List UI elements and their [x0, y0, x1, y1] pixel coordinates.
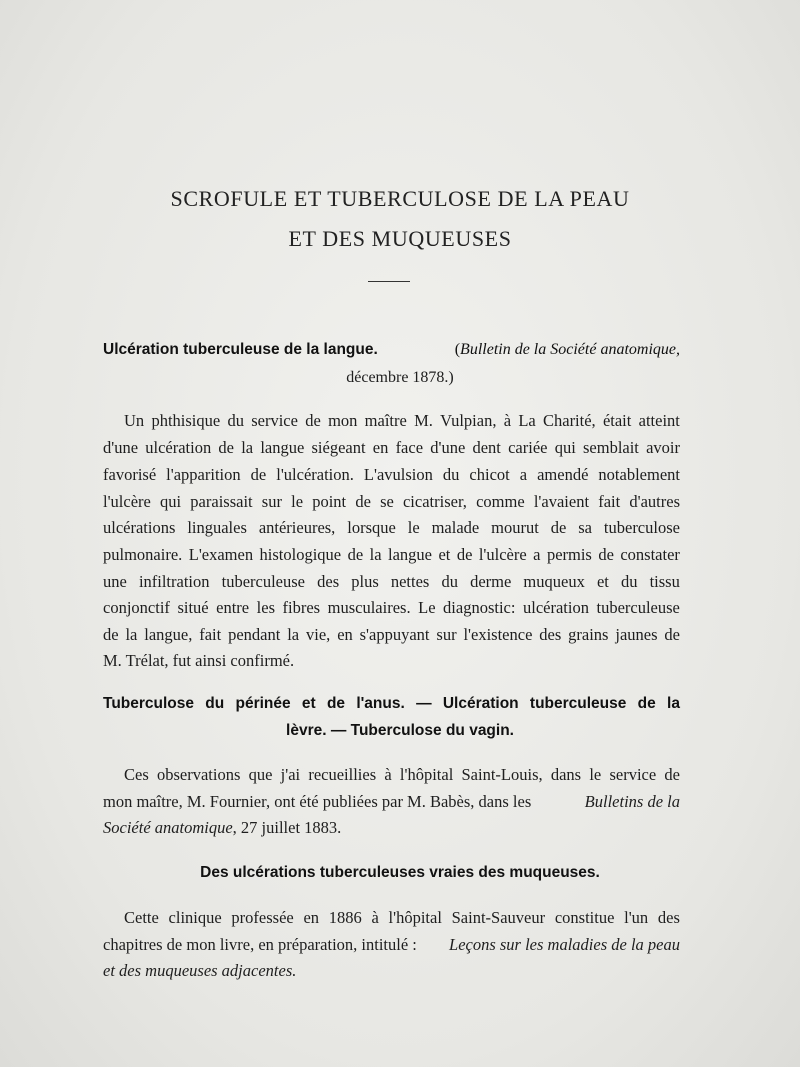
word: entre: [216, 598, 250, 617]
word: l'ulcération.: [276, 465, 354, 484]
word: pulmonaire.: [103, 545, 183, 564]
word: d'une: [430, 438, 466, 457]
section-2-line-2-italic: Bulletins de la: [584, 792, 680, 811]
section-1-line-10: M. Trélat, fut ainsi confirmé.: [103, 651, 295, 670]
word: le: [589, 765, 602, 784]
section-3-line-3: [103, 961, 296, 981]
word: plus: [351, 572, 379, 591]
word: linguales: [187, 518, 247, 537]
word: favorisé: [103, 465, 157, 484]
section-1-line-8: [103, 598, 680, 618]
section-2-heading-line-2: lèvre. — Tuberculose du vagin.: [286, 722, 514, 739]
word: constitue: [554, 908, 615, 927]
word: la: [287, 625, 300, 644]
section-3-heading: Des ulcérations tuberculeuses vraies des muqueuses.: [200, 864, 600, 881]
word: l'apparition: [166, 465, 241, 484]
word: en: [372, 438, 389, 457]
word: de: [347, 545, 364, 564]
word: Le: [418, 598, 436, 617]
word: tuberculeuse: [596, 598, 680, 617]
word: constater: [620, 545, 680, 564]
word: de: [664, 765, 680, 784]
word: vie,: [306, 625, 331, 644]
word: chicot: [469, 465, 510, 484]
word: nettes: [390, 572, 430, 591]
word: du: [205, 695, 225, 712]
section-1-heading-row: [103, 341, 680, 359]
word: amendé: [537, 465, 589, 484]
word: des: [657, 908, 680, 927]
word: clinique: [168, 908, 222, 927]
section-2-line-3-italic: Société anatomique: [103, 818, 233, 837]
section-2-heading-line-1: [103, 695, 680, 713]
word: Ulcération: [442, 695, 519, 712]
section-1-line-4: [103, 492, 680, 512]
word: L'examen: [188, 545, 254, 564]
section-1-line-3: [103, 465, 680, 485]
word: observations: [156, 765, 241, 784]
title-divider: [368, 281, 410, 282]
section-1-line-7: [103, 572, 680, 592]
word: cicatriser,: [402, 492, 467, 511]
word: l'anus.: [356, 695, 405, 712]
word: d'autres: [629, 492, 680, 511]
word: phthisique: [151, 411, 221, 430]
word: de: [305, 411, 321, 430]
word: de: [550, 518, 567, 537]
word: semblait: [582, 438, 639, 457]
section-1-line-9: [103, 625, 680, 645]
word: de: [355, 492, 371, 511]
word: professée: [231, 908, 294, 927]
section-1-line-5: [103, 518, 680, 538]
word: situé: [177, 598, 209, 617]
word: du: [441, 572, 458, 591]
word: la: [667, 695, 680, 712]
word: service: [609, 765, 657, 784]
word: tuberculeuse: [221, 572, 306, 591]
word: de: [103, 625, 119, 644]
word: M.: [414, 411, 433, 430]
word: d'une: [103, 438, 139, 457]
word: qui: [160, 492, 182, 511]
word: atteint: [638, 411, 680, 430]
page-title-line-1: SCROFULE ET TUBERCULOSE DE LA PEAU: [170, 186, 630, 211]
word: service: [251, 411, 298, 430]
word: fait: [199, 625, 222, 644]
citation-open-paren: (: [454, 341, 461, 358]
word: grains: [568, 625, 609, 644]
word: en: [337, 625, 353, 644]
section-3-line-1: [124, 908, 680, 928]
word: musculaires.: [327, 598, 411, 617]
word: mon: [328, 411, 358, 430]
word: du: [227, 411, 244, 430]
word: l'ulcère: [103, 492, 151, 511]
word: le: [291, 492, 304, 511]
word: a: [533, 545, 541, 564]
word: à: [503, 411, 512, 430]
word: Un: [124, 411, 145, 430]
word: de: [637, 695, 656, 712]
word: ulcération: [522, 598, 589, 617]
section-2-line-2-text: mon maître, M. Fournier, ont été publiées par M. Babès, dans les: [103, 792, 532, 811]
word: cariée: [508, 438, 548, 457]
word: Cette: [124, 908, 159, 927]
page-title-line-2: ET DES MUQUEUSES: [288, 226, 512, 251]
word: la: [369, 545, 382, 564]
word: diagnostic:: [443, 598, 516, 617]
word: fibres: [282, 598, 321, 617]
word: permis: [546, 545, 592, 564]
word: —: [416, 695, 432, 712]
word: que: [248, 765, 273, 784]
word: l'hôpital: [388, 908, 442, 927]
word: malade: [431, 518, 480, 537]
word: Charité,: [542, 411, 596, 430]
word: ulcérations: [103, 518, 176, 537]
word: en: [303, 908, 320, 927]
word: à: [384, 765, 392, 784]
word: était: [602, 411, 632, 430]
word: dans: [550, 765, 582, 784]
word: Vulpian,: [440, 411, 497, 430]
word: ulcération: [145, 438, 212, 457]
word: des: [317, 572, 340, 591]
word: derme: [470, 572, 512, 591]
word: infiltration: [138, 572, 210, 591]
word: langue: [388, 545, 432, 564]
section-3-line-3-italic: et des muqueuses adjacentes.: [103, 961, 297, 980]
word: du: [620, 572, 638, 591]
word: Saint-Louis,: [461, 765, 543, 784]
word: point: [312, 492, 347, 511]
word: l'ulcère: [478, 545, 527, 564]
word: L'avulsion: [363, 465, 433, 484]
word: se: [380, 492, 394, 511]
word: conjonctif: [103, 598, 170, 617]
word: avoir: [646, 438, 680, 457]
word: histologique: [259, 545, 342, 564]
word: tuberculose: [603, 518, 680, 537]
word: de: [326, 695, 346, 712]
word: dent: [472, 438, 501, 457]
word: périnée: [235, 695, 291, 712]
word: fait: [598, 492, 621, 511]
word: et: [596, 572, 609, 591]
word: tissu: [649, 572, 680, 591]
word: l'avaient: [533, 492, 590, 511]
word: à: [371, 908, 379, 927]
section-1-line-1: [124, 411, 680, 431]
word: 1886: [328, 908, 362, 927]
word: j'ai: [280, 765, 301, 784]
word: notablement: [598, 465, 680, 484]
word: de: [456, 545, 473, 564]
word: face: [395, 438, 424, 457]
word: des: [539, 625, 562, 644]
word: la: [241, 438, 254, 457]
word: et: [301, 695, 316, 712]
word: pendant: [228, 625, 281, 644]
word: sur: [436, 625, 457, 644]
word: l'hôpital: [399, 765, 454, 784]
word: de: [218, 438, 234, 457]
word: qui: [554, 438, 576, 457]
section-1-citation-tail: décembre 1878.): [346, 369, 454, 386]
word: siégeant: [311, 438, 366, 457]
section-2-line-3: [103, 818, 341, 838]
section-1-citation: [455, 341, 680, 359]
section-2-line-2: [103, 792, 680, 812]
word: jaunes: [615, 625, 658, 644]
citation-journal: Bulletin de la Société anatomique,: [460, 341, 680, 358]
word: une: [103, 572, 127, 591]
word: s'appuyant: [359, 625, 430, 644]
word: maître: [364, 411, 407, 430]
word: lorsque: [347, 518, 396, 537]
section-3-line-2-italic: Leçons sur les maladies de la peau: [449, 935, 680, 954]
word: a: [519, 465, 528, 484]
word: tuberculeuse: [529, 695, 627, 712]
word: Ces: [124, 765, 149, 784]
section-1-line-6: [103, 545, 680, 565]
word: La: [518, 411, 536, 430]
word: les: [256, 598, 275, 617]
word: comme: [476, 492, 525, 511]
word: mourut: [491, 518, 539, 537]
word: langue: [260, 438, 305, 457]
word: de: [598, 545, 614, 564]
word: sur: [261, 492, 282, 511]
word: le: [407, 518, 420, 537]
word: la: [125, 625, 138, 644]
section-2-line-3-text: , 27 juillet 1883.: [232, 818, 342, 837]
word: l'existence: [463, 625, 533, 644]
section-2-line-1: [124, 765, 680, 785]
word: du: [442, 465, 460, 484]
section-1-line-2: [103, 438, 680, 458]
word: de: [250, 465, 267, 484]
section-3-line-2: [103, 935, 680, 955]
word: Tuberculose: [103, 695, 195, 712]
section-1-heading: Ulcération tuberculeuse de la langue.: [103, 341, 378, 358]
word: paraissait: [190, 492, 253, 511]
word: recueillies: [308, 765, 377, 784]
word: l'un: [624, 908, 649, 927]
word: Saint-Sauveur: [451, 908, 546, 927]
word: de: [664, 625, 680, 644]
word: antérieures,: [258, 518, 336, 537]
section-3-line-2-text: chapitres de mon livre, en préparation, intitulé :: [103, 935, 417, 954]
word: muqueux: [523, 572, 585, 591]
word: langue,: [144, 625, 193, 644]
word: sa: [578, 518, 592, 537]
word: et: [438, 545, 451, 564]
